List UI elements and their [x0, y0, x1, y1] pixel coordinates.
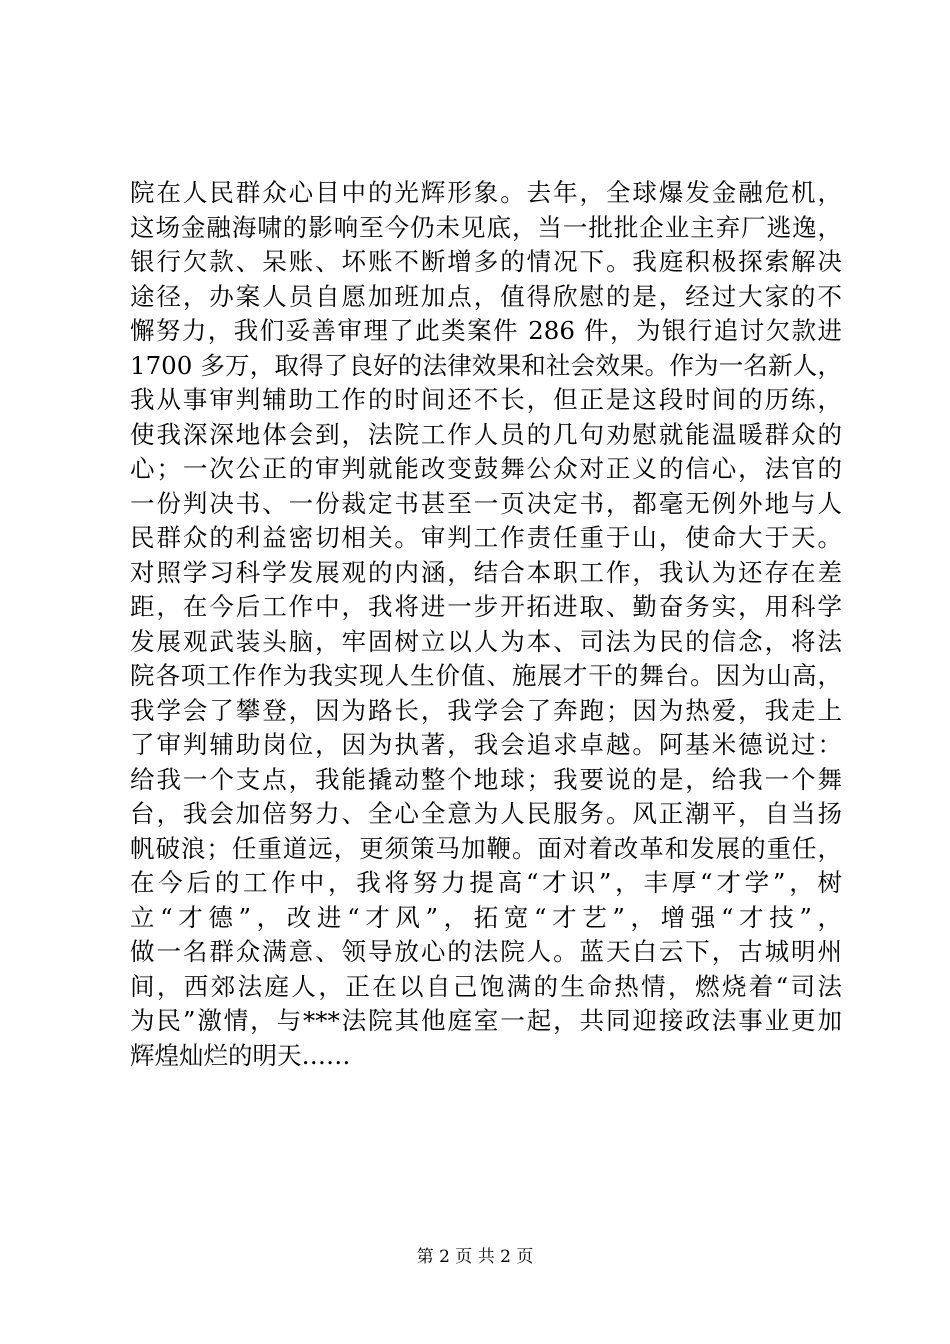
text-line: 院在人民群众心目中的光辉形象。去年，全球爆发金融危机，: [130, 178, 842, 207]
text-line: 民群众的利益密切相关。审判工作责任重于山，使命大于天。: [130, 523, 842, 552]
text-line: 了审判辅助岗位，因为执著，我会追求卓越。阿基米德说过：: [130, 730, 842, 759]
text-line: 台，我会加倍努力、全心全意为人民服务。风正潮平，自当扬: [130, 799, 842, 828]
text-line: 对照学习科学发展观的内涵，结合本职工作，我认为还存在差: [130, 557, 842, 587]
text-line: 一份判决书、一份裁定书甚至一页决定书，都毫无例外地与人: [130, 488, 842, 518]
text-line: 做一名群众满意、领导放心的法院人。蓝天白云下，古城明州: [130, 937, 842, 966]
text-line: 我学会了攀登，因为路长，我学会了奔跑；因为热爱，我走上: [130, 695, 842, 725]
text-line-last: 辉煌灿烂的明天……: [130, 1040, 351, 1070]
text-line: 立“才德”，改进“才风”，拓宽“才艺”，增强“才技”，: [130, 902, 842, 932]
page-number: 第 2 页 共 2 页: [416, 1247, 534, 1267]
text-line: 距，在今后工作中，我将进一步开拓进取、勤奋务实，用科学: [130, 592, 842, 621]
text-line: 银行欠款、呆账、坏账不断增多的情况下。我庭积极探索解决: [130, 247, 842, 276]
text-line: 心；一次公正的审判就能改变鼓舞公众对正义的信心，法官的: [130, 454, 842, 483]
text-line: 我从事审判辅助工作的时间还不长，但正是这段时间的历练，: [130, 385, 842, 414]
text-line: 1700 多万，取得了良好的法律效果和社会效果。作为一名新人，: [130, 350, 842, 380]
text-line: 间，西郊法庭人，正在以自己饱满的生命热情，燃烧着“司法: [130, 971, 842, 1001]
text-line: 院各项工作作为我实现人生价值、施展才干的舞台。因为山高，: [130, 661, 842, 690]
text-line: 懈努力，我们妥善审理了此类案件 286 件，为银行追讨欠款进: [130, 316, 842, 345]
text-line: 使我深深地体会到，法院工作人员的几句劝慰就能温暖群众的: [130, 419, 842, 449]
text-line: 途径，办案人员自愿加班加点，值得欣慰的是，经过大家的不: [130, 281, 842, 311]
body-paragraph: [130, 176, 842, 1073]
text-line: 给我一个支点，我能撬动整个地球；我要说的是，给我一个舞: [130, 764, 842, 794]
text-line: 帆破浪；任重道远，更须策马加鞭。面对着改革和发展的重任，: [130, 833, 842, 863]
text-line: 为民”激情，与***法院其他庭室一起，共同迎接政法事业更加: [130, 1006, 842, 1035]
text-line: 这场金融海啸的影响至今仍未见底，当一批批企业主弃厂逃逸，: [130, 212, 842, 242]
text-line: 发展观武装头脑，牢固树立以人为本、司法为民的信念，将法: [130, 626, 842, 656]
page-footer: [0, 1245, 950, 1269]
text-line: 在今后的工作中，我将努力提高“才识”，丰厚“才学”，树: [130, 868, 842, 897]
